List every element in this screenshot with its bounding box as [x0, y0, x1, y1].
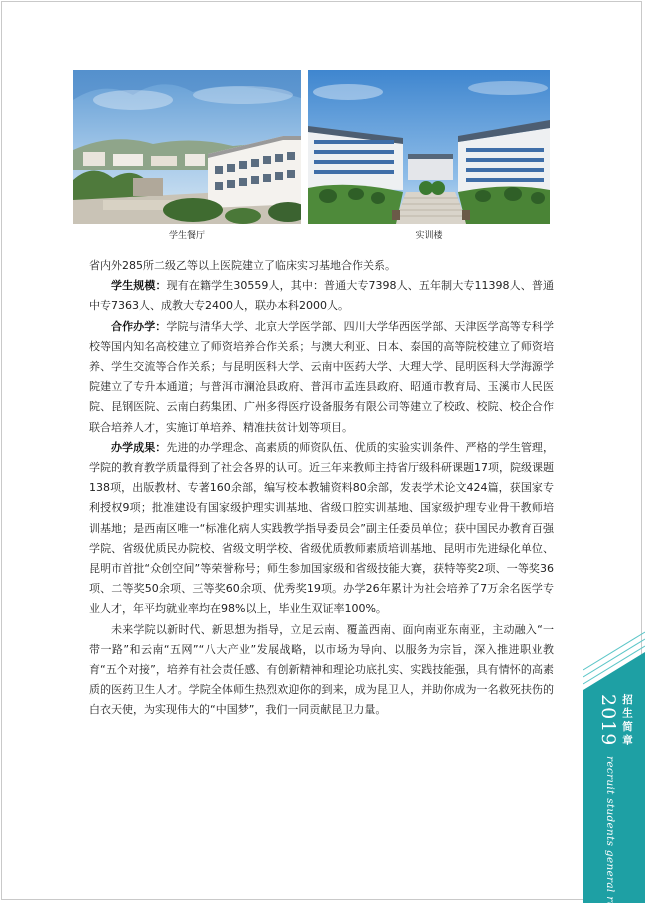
paragraph-student-scale [89, 276, 554, 316]
article-body [89, 256, 554, 721]
cooperation-text: 学院与清华大学、北京大学医学部、四川大学华西医学部、天津医学高等专科学校等国内知名高校建立了师资培养合作关系；与澳大利亚、日本、泰国的高等院校建立了师资培养、学生交流等合作关系；与昆明医科大学、云南中医药大学、大理大学、昆明医科大学海源学院建立了专升本通道；与普洱市澜沧县政府、普洱市孟连县政府、昭通市教育局、玉溪市人民医院、昆钢医院、云南白药集团、广州多得医疗设备服务有限公司等建立了校政、校院、校企合作联合培养人才，实施订单培养、精准扶贫计划等项目。 [89, 319, 555, 434]
achievements-label: 办学成果： [111, 440, 167, 454]
paragraph-future: 未来学院以新时代、新思想为指导，立足云南、覆盖西南、面向南亚东南亚，主动融入“一带一路”和云南“五网”“八大产业”发展战略，以市场为导向、以服务为宗旨，深入推进职业教育“五个对接”，培养有社会责任感、有创新精神和理论功底扎实、实践技能强，具有情怀的高素质的医药卫生人才。学院全体师生热烈欢迎你的到来，成为昆卫人，并助你成为一名救死扶伤的白衣天使，为实现伟大的“中国梦”，我们一同贡献昆卫力量。 [89, 622, 554, 717]
side-tab-title-cn: 招生简章 [621, 694, 633, 748]
achievements-text: 先进的办学理念、高素质的师资队伍、优质的实验实训条件、严格的学生管理，学院的教育教学质量得到了社会各界的认可。近三年来教师主持省厅级科研课题17项，院级课题138项，出版教材、专著160余部，编写校本教辅资料80余部，发表学术论文424篇，获国家专利授权9项；批准建设有国家级护理实训基地、省级口腔实训基地、国家级护理专业骨干教师培训基地；是西南区唯一“标准化病人实践教学指导委员会”副主任委员单位；获中国民办教育百强学院、省级优质民办院校、省级文明学校、省级优质教师素质培训基地、昆明市先进绿化单位、昆明市首批“众创空间”等荣誉称号；师生参加国家级和省级技能大赛，获特等奖2项、一等奖36项、二等奖50余项、三等奖60余项、优秀奖19项。办学26年累计为社会培养了7万余名医学专业人才，年平均就业率均在98%以上，毕业生双证率100%。 [89, 440, 555, 616]
training-building-photo [308, 70, 550, 224]
side-tab-title-en: recruit students general rules [604, 756, 616, 924]
student-scale-label: 学生规模： [111, 279, 167, 293]
paragraph-achievements [89, 438, 554, 620]
paragraph-cooperation [89, 317, 554, 438]
canteen-caption: 学生餐厅 [168, 231, 205, 241]
paragraph-partner-hospitals: 省内外285所二级乙等以上医院建立了临床实习基地合作关系。 [89, 259, 396, 272]
cooperation-label: 合作办学： [111, 319, 167, 333]
student-scale-text: 现有在籍学生30559人，其中：普通大专7398人、五年制大专11398人、普通中专7363人、成教大专2400人，联办本科2000人。 [89, 279, 554, 313]
canteen-photo [73, 70, 301, 224]
training-building-caption: 实训楼 [415, 231, 443, 241]
side-tab-year: 2019 [597, 694, 619, 747]
